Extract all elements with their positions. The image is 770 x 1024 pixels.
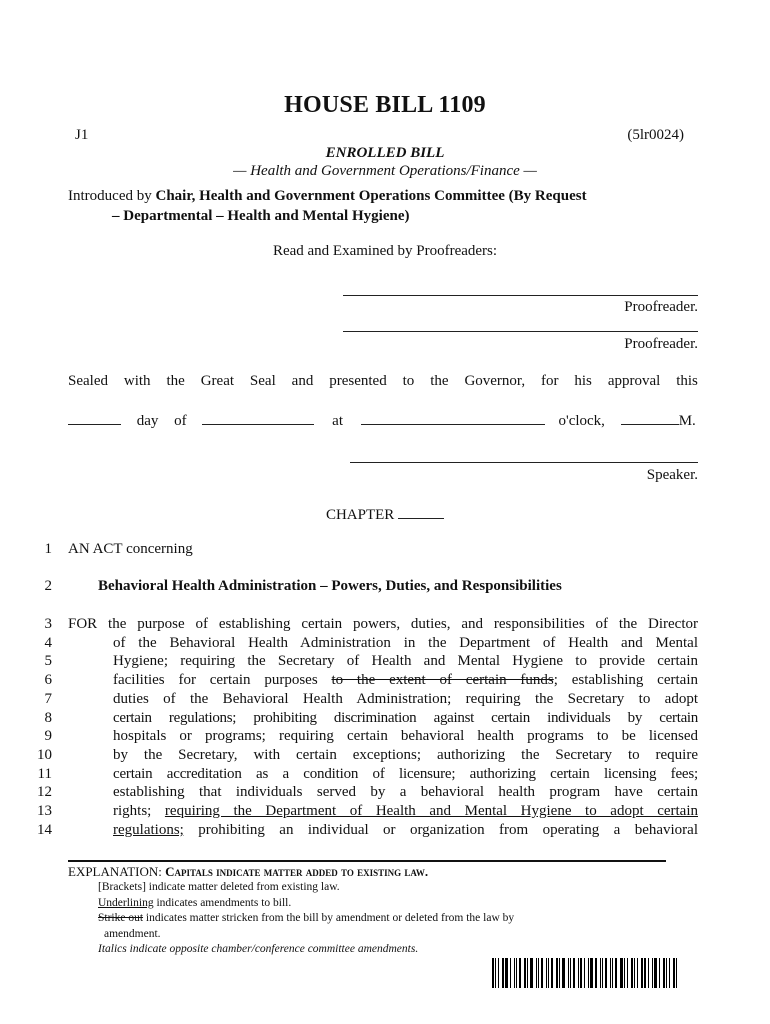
barcode-bar <box>595 958 597 988</box>
line-number: 8 <box>44 710 52 726</box>
purpose-line: certain regulations; prohibiting discrimination against certain individuals by certain <box>113 710 698 726</box>
barcode-bar <box>546 958 547 988</box>
sealed-word: Great <box>200 373 235 389</box>
barcode-bar <box>663 958 665 988</box>
barcode-bar <box>495 958 496 988</box>
brackets-text: indicate matter deleted from existing law. <box>145 881 340 893</box>
purpose-line: of the Behavioral Health Administration in the Department of Health and Mental <box>113 635 698 651</box>
purpose-line <box>113 822 698 839</box>
sealed-word: the <box>166 373 185 389</box>
line-number: 12 <box>37 784 52 800</box>
meridiem-blank <box>621 410 679 425</box>
stricken-text: to the extent of certain funds <box>331 672 554 688</box>
barcode-bar <box>615 958 617 988</box>
sealed-word: and <box>291 373 314 389</box>
barcode-bar <box>556 958 558 988</box>
barcode-bar <box>666 958 667 988</box>
sealed-word: Seal <box>249 373 276 389</box>
date-time-row <box>68 410 698 430</box>
sealed-word: Sealed <box>68 373 108 389</box>
barcode-bar <box>502 958 504 988</box>
barcode-bar <box>505 958 508 988</box>
barcode-bar <box>600 958 601 988</box>
line-number: 13 <box>37 803 52 819</box>
proofreader-label-2: Proofreader. <box>624 336 698 352</box>
sealed-word: with <box>123 373 151 389</box>
line-number: 6 <box>44 672 52 688</box>
barcode-bar <box>527 958 528 988</box>
line-number: 5 <box>44 653 52 669</box>
barcode-bar <box>654 958 657 988</box>
line-number: 3 <box>44 616 52 632</box>
barcode-bar <box>627 958 628 988</box>
sponsor-line-1: Chair, Health and Government Operations Committee (By Request <box>155 188 587 204</box>
strike-word: Strike out <box>98 912 144 924</box>
barcode-bar <box>536 958 537 988</box>
sealed-word: to <box>402 373 415 389</box>
barcode-bar <box>634 958 635 988</box>
speaker-signature-line <box>350 462 698 463</box>
act-heading: Behavioral Health Administration – Powers, Duties, and Responsibilities <box>98 578 562 594</box>
sealed-word: approval <box>607 373 661 389</box>
barcode-bar <box>659 958 660 988</box>
barcode-bar <box>676 958 677 988</box>
proofreader-signature-line-1 <box>343 295 698 296</box>
barcode-bar <box>573 958 575 988</box>
strike-note-cont: amendment. <box>104 928 161 940</box>
bracket-close: ] <box>142 881 146 893</box>
purpose-line: by the Secretary, with certain exceptions; authorizing the Secretary to require <box>113 747 698 763</box>
barcode <box>492 958 680 988</box>
meridiem-label: M. <box>678 413 696 429</box>
day-label: day <box>136 413 159 429</box>
explanation-caps: Capitals indicate matter added to existing law. <box>165 864 429 879</box>
barcode-bar <box>610 958 611 988</box>
draft-code: (5lr0024) <box>627 127 684 143</box>
barcode-bar <box>541 958 543 988</box>
barcode-bar <box>498 958 499 988</box>
barcode-bar <box>510 958 511 988</box>
line-segment: rights; <box>113 803 165 819</box>
amendment-text: regulations; <box>113 822 184 838</box>
barcode-bar <box>624 958 625 988</box>
line-number: 10 <box>37 747 52 763</box>
barcode-bar <box>562 958 565 988</box>
barcode-bar <box>584 958 585 988</box>
of-label: of <box>174 413 187 429</box>
line-number: 11 <box>37 766 52 782</box>
barcode-bar <box>669 958 670 988</box>
barcode-bar <box>644 958 646 988</box>
explanation-divider <box>68 860 666 862</box>
proofreader-signature-line-2 <box>343 331 698 332</box>
sponsor-line-2: – Departmental – Health and Mental Hygiene) <box>112 208 410 224</box>
line-segment: ; establishing certain <box>553 672 698 688</box>
barcode-bar <box>578 958 579 988</box>
underlining-word: Underlining <box>98 897 154 909</box>
line-number: 7 <box>44 691 52 707</box>
purpose-line: establishing that individuals served by a behavioral health program have certain <box>113 784 698 800</box>
barcode-bar <box>551 958 553 988</box>
bill-title: HOUSE BILL 1109 <box>284 92 486 118</box>
day-blank <box>68 410 121 425</box>
explanation-heading <box>68 864 428 880</box>
barcode-bar <box>570 958 571 988</box>
read-examined: Read and Examined by Proofreaders: <box>272 243 498 259</box>
explanation-label: EXPLANATION: <box>68 864 166 879</box>
barcode-bar <box>516 958 517 988</box>
barcode-bar <box>590 958 593 988</box>
purpose-line: duties of the Behavioral Health Administration; requiring the Secretary to adopt <box>113 691 698 707</box>
purpose-line <box>113 672 698 689</box>
subject-code: J1 <box>75 127 89 143</box>
committee-line: — Health and Government Operations/Finance — <box>233 163 537 179</box>
sealed-word: presented <box>329 373 387 389</box>
line-number: 9 <box>44 728 52 744</box>
purpose-line: certain accreditation as a condition of licensure; authorizing certain licensing fees; <box>113 766 698 782</box>
barcode-bar <box>612 958 613 988</box>
barcode-bar <box>559 958 560 988</box>
barcode-bar <box>524 958 526 988</box>
barcode-bar <box>637 958 638 988</box>
strike-note <box>98 912 514 924</box>
barcode-bar <box>588 958 589 988</box>
barcode-bar <box>631 958 633 988</box>
line-number: 14 <box>37 822 52 838</box>
barcode-bar <box>641 958 643 988</box>
at-label: at <box>332 413 343 429</box>
strike-text: indicates matter stricken from the bill by amendment or deleted from the law by <box>143 912 515 924</box>
underlining-text: indicates amendments to bill. <box>153 897 292 909</box>
barcode-bar <box>673 958 675 988</box>
line-number: 4 <box>44 635 52 651</box>
oclock-label: o'clock, <box>558 413 605 429</box>
introduced-prefix: Introduced by <box>68 188 156 204</box>
act-concerning: AN ACT concerning <box>68 541 193 557</box>
purpose-line: Hygiene; requiring the Secretary of Health and Mental Hygiene to provide certain <box>113 653 698 669</box>
barcode-bar <box>492 958 494 988</box>
chapter-line <box>0 504 770 524</box>
amendment-text: requiring the Department of Health and Mental Hygiene to adopt certain <box>164 803 698 819</box>
line-number: 2 <box>44 578 52 594</box>
line-segment: prohibiting an individual or organization from operating a behavioral <box>183 822 698 838</box>
purpose-line <box>113 803 698 820</box>
barcode-bar <box>620 958 623 988</box>
barcode-bar <box>568 958 569 988</box>
barcode-bar <box>548 958 549 988</box>
barcode-bar <box>519 958 521 988</box>
barcode-bar <box>648 958 649 988</box>
purpose-line: FOR the purpose of establishing certain powers, duties, and responsibilities of the Director <box>68 616 698 632</box>
sealed-word: Governor, <box>464 373 526 389</box>
barcode-bar <box>514 958 515 988</box>
line-segment: facilities for certain purposes <box>113 672 332 688</box>
sealed-statement <box>68 373 698 390</box>
time-blank <box>361 410 545 425</box>
barcode-bar <box>538 958 539 988</box>
chapter-label: CHAPTER <box>325 507 395 523</box>
sealed-word: for <box>540 373 559 389</box>
proofreader-label-1: Proofreader. <box>624 299 698 315</box>
underlining-note <box>98 897 291 909</box>
barcode-bar <box>652 958 653 988</box>
purpose-line: hospitals or programs; requiring certain behavioral health programs to be licensed <box>113 728 698 744</box>
introduced-by <box>68 186 700 226</box>
sealed-word: the <box>430 373 449 389</box>
sealed-word: his <box>574 373 592 389</box>
speaker-label: Speaker. <box>646 467 698 483</box>
italics-note: Italics indicate opposite chamber/conference committee amendments. <box>98 943 419 955</box>
barcode-bar <box>580 958 582 988</box>
barcode-bar <box>605 958 607 988</box>
chapter-blank <box>398 504 444 519</box>
bracket-open: [ <box>98 881 102 893</box>
enrolled-label: ENROLLED BILL <box>325 145 445 161</box>
barcode-bar <box>602 958 603 988</box>
line-number: 1 <box>44 541 52 557</box>
brackets-note <box>98 881 340 893</box>
barcode-bar <box>530 958 533 988</box>
month-blank <box>202 410 314 425</box>
brackets-word: Brackets <box>101 881 143 893</box>
sealed-word: this <box>676 373 698 389</box>
